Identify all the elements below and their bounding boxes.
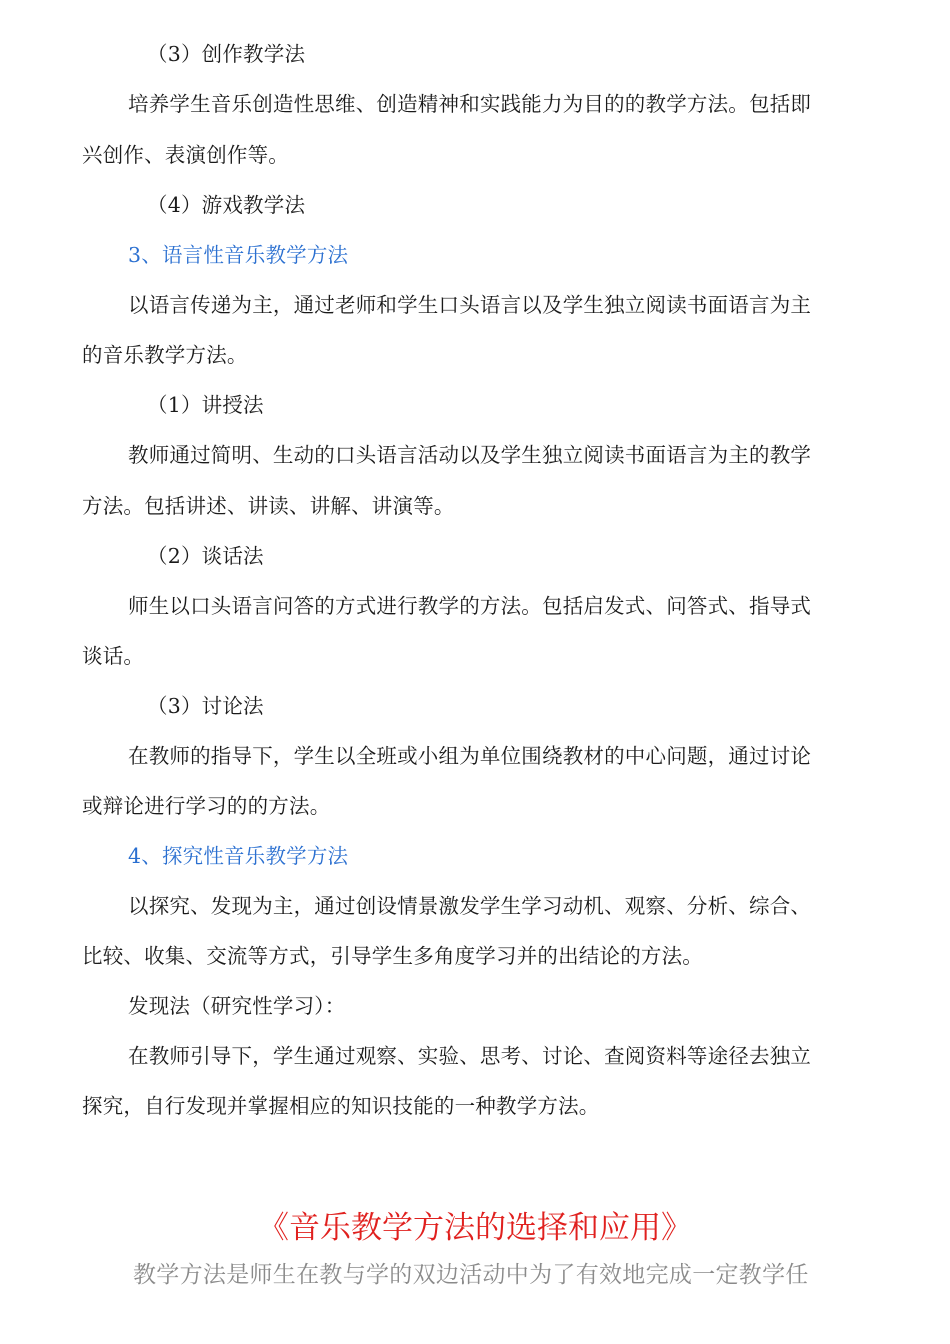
paragraph-line: 的音乐教学方法。 [82,343,248,367]
paragraph-line: 兴创作、表演创作等。 [82,143,289,167]
subheading-lecture-method: （1）讲授法 [147,393,264,417]
paragraph-line: 方法。包括讲述、讲读、讲解、讲演等。 [82,494,455,518]
document-title: 《音乐教学方法的选择和应用》 [258,1210,692,1246]
paragraph-line: 在教师引导下，学生通过观察、实验、思考、讨论、查阅资料等途径去独立 [128,1044,812,1068]
paragraph-line: 在教师的指导下，学生以全班或小组为单位围绕教材的中心问题，通过讨论 [128,744,812,768]
paragraph-line: 培养学生音乐创造性思维、创造精神和实践能力为目的的教学方法。包括即 [128,92,812,116]
paragraph-line: 或辩论进行学习的的方法。 [82,794,331,818]
subheading-discussion-method: （3）讨论法 [147,694,264,718]
paragraph-line: 师生以口头语言问答的方式进行教学的方法。包括启发式、问答式、指导式 [128,594,812,618]
subheading-game-method: （4）游戏教学法 [147,193,306,217]
intro-paragraph: 教学方法是师生在教与学的双边活动中为了有效地完成一定教学任 [133,1262,809,1288]
subheading-discovery-method: 发现法（研究性学习）： [128,994,346,1018]
paragraph-line: 以探究、发现为主，通过创设情景激发学生学习动机、观察、分析、综合、 [128,894,812,918]
paragraph-line: 以语言传递为主，通过老师和学生口头语言以及学生独立阅读书面语言为主 [128,293,812,317]
paragraph-line: 谈话。 [82,644,145,668]
section-heading-language-methods: 3、语言性音乐教学方法 [128,243,349,267]
paragraph-line: 教师通过简明、生动的口头语言活动以及学生独立阅读书面语言为主的教学 [128,443,812,467]
section-heading-inquiry-methods: 4、探究性音乐教学方法 [128,844,349,868]
subheading-talk-method: （2）谈话法 [147,544,264,568]
paragraph-line: 探究，自行发现并掌握相应的知识技能的一种教学方法。 [82,1094,600,1118]
subheading-creation-method: （3）创作教学法 [147,42,306,66]
paragraph-line: 比较、收集、交流等方式，引导学生多角度学习并的出结论的方法。 [82,944,703,968]
